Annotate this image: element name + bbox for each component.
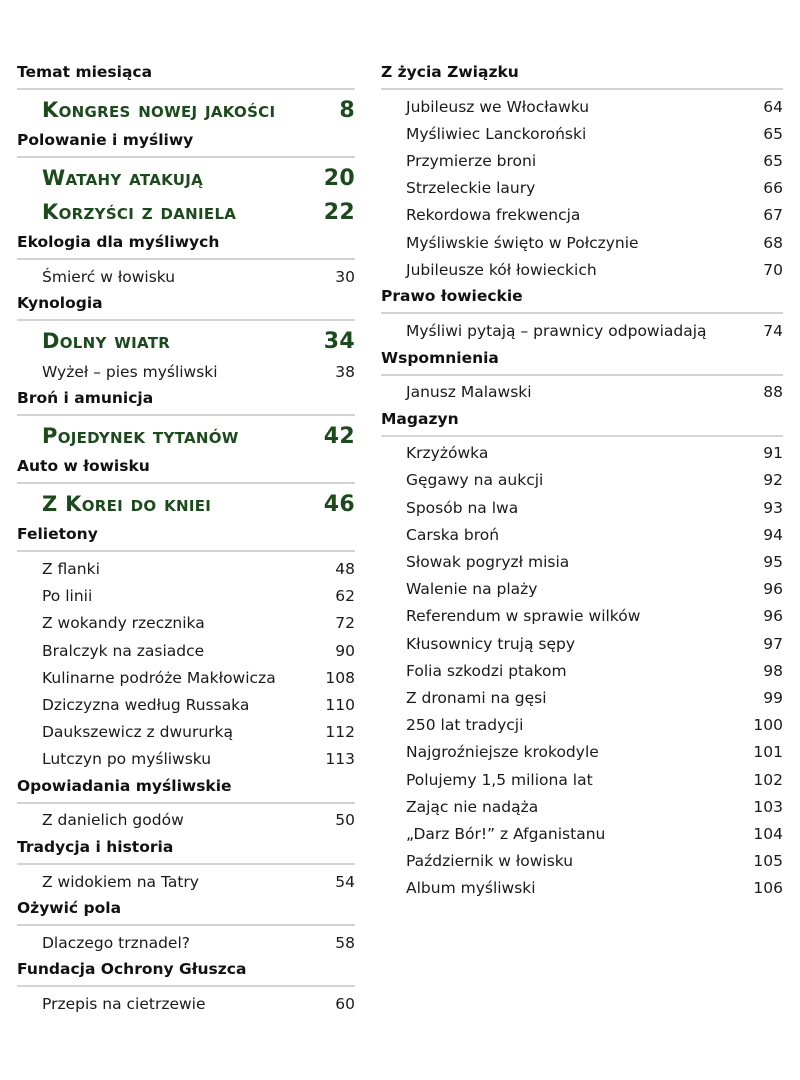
article-title: Folia szkodzi ptakom xyxy=(406,661,567,680)
toc-entry[interactable] xyxy=(381,317,783,344)
page-number: 72 xyxy=(335,614,355,633)
section-title: Z życia Związku xyxy=(381,63,519,81)
section-divider xyxy=(381,88,783,90)
page-number: 95 xyxy=(763,553,783,572)
toc-entry[interactable] xyxy=(381,93,783,120)
article-title: Dziczyzna według Russaka xyxy=(42,695,250,714)
article-title: Watahy atakują xyxy=(42,166,204,190)
section-title: Fundacja Ochrony Głuszca xyxy=(17,960,247,979)
article-title: Carska broń xyxy=(406,525,500,544)
article-title: Z wokandy rzecznika xyxy=(42,614,205,633)
article-title: Gęgawy na aukcji xyxy=(406,471,544,490)
page-number: 104 xyxy=(753,824,783,843)
page-number: 103 xyxy=(753,797,783,816)
page-number: 70 xyxy=(763,260,783,279)
article-title: Bralczyk na zasiadce xyxy=(42,641,205,660)
section-divider xyxy=(17,985,355,987)
toc-entry[interactable] xyxy=(17,929,355,956)
article-title: Słowak pogryzł misia xyxy=(406,553,570,572)
page-number: 20 xyxy=(323,165,355,191)
page-number: 62 xyxy=(335,587,355,606)
article-title: Walenie na plaży xyxy=(406,580,538,599)
article-title: Lutczyn po myśliwsku xyxy=(42,750,212,769)
toc-entry[interactable] xyxy=(17,664,355,691)
page-number: 88 xyxy=(763,383,783,402)
featured-article[interactable] xyxy=(17,93,355,127)
article-title: Janusz Malawski xyxy=(406,383,532,402)
article-title: Kulinarne podróże Makłowicza xyxy=(42,668,276,687)
article-title: Referendum w sprawie wilków xyxy=(406,607,641,626)
article-title: Dlaczego trznadel? xyxy=(42,933,190,952)
page-number: 96 xyxy=(763,607,783,626)
toc-entry[interactable] xyxy=(381,820,783,847)
toc-entry[interactable] xyxy=(381,766,783,793)
section-divider xyxy=(381,312,783,314)
toc-entry[interactable] xyxy=(381,712,783,739)
section-divider xyxy=(17,482,355,484)
section-title: Opowiadania myśliwskie xyxy=(17,776,232,795)
page-number: 100 xyxy=(753,716,783,735)
section-title: Polowanie i myśliwy xyxy=(17,131,194,149)
toc-entry[interactable] xyxy=(381,657,783,684)
page-number: 54 xyxy=(335,872,355,891)
page-number: 58 xyxy=(335,933,355,952)
toc-entry[interactable] xyxy=(381,494,783,521)
section-title: Broń i amunicja xyxy=(17,389,154,408)
article-title: Z flanki xyxy=(42,559,100,578)
article-title: Korzyści z daniela xyxy=(42,200,237,224)
page-number: 113 xyxy=(325,750,355,769)
page-number: 90 xyxy=(335,641,355,660)
page-number: 46 xyxy=(323,491,355,517)
article-title: Z widokiem na Tatry xyxy=(42,872,199,891)
section-divider xyxy=(17,258,355,260)
article-title: Przepis na cietrzewie xyxy=(42,995,206,1014)
article-title: 250 lat tradycji xyxy=(406,716,524,735)
page-number: 38 xyxy=(335,362,355,381)
page-number: 42 xyxy=(323,423,355,449)
page-number: 65 xyxy=(763,151,783,170)
article-title: Najgroźniejsze krokodyle xyxy=(406,743,599,762)
page-number: 99 xyxy=(763,688,783,707)
page-number: 64 xyxy=(763,97,783,116)
section-title: Ekologia dla myśliwych xyxy=(17,233,220,251)
featured-article[interactable] xyxy=(17,324,355,358)
toc-entry[interactable] xyxy=(17,746,355,773)
toc-entry[interactable] xyxy=(381,576,783,603)
article-title: Rekordowa frekwencja xyxy=(406,206,581,225)
page-number: 94 xyxy=(763,525,783,544)
section-title: Auto w łowisku xyxy=(17,457,150,476)
section-divider xyxy=(17,319,355,321)
article-title: Z Korei do kniei xyxy=(42,492,212,517)
toc-entry[interactable] xyxy=(17,637,355,664)
page-number: 22 xyxy=(323,199,355,225)
page-number: 102 xyxy=(753,770,783,789)
toc-entry[interactable] xyxy=(381,256,783,283)
toc-entry[interactable] xyxy=(17,358,355,385)
toc-column-right xyxy=(381,59,783,902)
section-divider xyxy=(17,550,355,552)
page-number: 60 xyxy=(335,995,355,1014)
page-number: 66 xyxy=(763,179,783,198)
article-title: Myśliwiec Lanckoroński xyxy=(406,124,587,143)
toc-entry[interactable] xyxy=(381,147,783,174)
article-title: Sposób na lwa xyxy=(406,498,519,517)
article-title: „Darz Bór!” z Afganistanu xyxy=(406,824,606,843)
toc-entry[interactable] xyxy=(381,467,783,494)
toc-entry[interactable] xyxy=(17,691,355,718)
article-title: Dolny wiatr xyxy=(42,329,171,354)
section-divider xyxy=(17,156,355,158)
article-title: Po linii xyxy=(42,587,93,606)
page-number: 68 xyxy=(763,233,783,252)
page-number: 98 xyxy=(763,661,783,680)
page-number: 67 xyxy=(763,206,783,225)
article-title: Jubileusz we Włocławku xyxy=(406,97,590,116)
article-title: Myśliwi pytają – prawnicy odpowiadają xyxy=(406,321,707,340)
toc-entry[interactable] xyxy=(381,875,783,902)
page-number: 48 xyxy=(335,559,355,578)
page-number: 108 xyxy=(325,668,355,687)
toc-entry[interactable] xyxy=(381,379,783,406)
page-number: 50 xyxy=(335,811,355,830)
toc-entry[interactable] xyxy=(381,120,783,147)
page-number: 74 xyxy=(763,321,783,340)
article-title: Album myśliwski xyxy=(406,879,536,898)
toc-entry[interactable] xyxy=(381,793,783,820)
section-title: Kynologia xyxy=(17,294,103,313)
page-number: 110 xyxy=(325,695,355,714)
page-number: 92 xyxy=(763,471,783,490)
article-title: Krzyżówka xyxy=(406,444,489,463)
toc-entry[interactable] xyxy=(381,630,783,657)
toc-entry[interactable] xyxy=(381,684,783,711)
page-number: 34 xyxy=(323,328,355,354)
section-title: Temat miesiąca xyxy=(17,63,153,81)
toc-entry[interactable] xyxy=(381,848,783,875)
article-title: Śmierć w łowisku xyxy=(42,267,176,286)
article-title: Pojedynek tytanów xyxy=(42,424,239,449)
page-number: 97 xyxy=(763,634,783,653)
page-number: 105 xyxy=(753,852,783,871)
toc-entry[interactable] xyxy=(17,719,355,746)
section-title: Magazyn xyxy=(381,409,459,428)
toc-entry[interactable] xyxy=(381,202,783,229)
article-title: Kłusownicy trują sępy xyxy=(406,634,576,653)
page-number: 65 xyxy=(763,124,783,143)
page-number: 106 xyxy=(753,879,783,898)
article-title: Przymierze broni xyxy=(406,151,537,170)
section-divider xyxy=(17,414,355,416)
article-title: Polujemy 1,5 miliona lat xyxy=(406,770,593,789)
article-title: Jubileusze kół łowieckich xyxy=(406,260,597,279)
section-divider xyxy=(17,88,355,90)
toc-entry[interactable] xyxy=(17,583,355,610)
article-title: Z dronami na gęsi xyxy=(406,688,547,707)
toc-entry[interactable] xyxy=(381,440,783,467)
featured-article[interactable] xyxy=(17,487,355,521)
featured-article[interactable] xyxy=(17,419,355,453)
article-title: Myśliwskie święto w Połczynie xyxy=(406,233,639,252)
article-title: Strzeleckie laury xyxy=(406,179,536,198)
section-title: Prawo łowieckie xyxy=(381,287,523,306)
page-number: 93 xyxy=(763,498,783,517)
page-number: 8 xyxy=(339,97,355,123)
toc-entry[interactable] xyxy=(17,263,355,290)
page-number: 112 xyxy=(325,723,355,742)
toc-entry[interactable] xyxy=(17,807,355,834)
toc-entry[interactable] xyxy=(17,990,355,1017)
featured-article[interactable] xyxy=(17,161,355,195)
toc-entry[interactable] xyxy=(381,175,783,202)
toc-entry[interactable] xyxy=(381,739,783,766)
toc-entry[interactable] xyxy=(381,603,783,630)
toc-entry[interactable] xyxy=(381,548,783,575)
toc-entry[interactable] xyxy=(17,610,355,637)
article-title: Z danielich godów xyxy=(42,811,184,830)
toc-entry[interactable] xyxy=(17,868,355,895)
page-number: 101 xyxy=(753,743,783,762)
section-divider xyxy=(17,863,355,865)
article-title: Daukszewicz z dwururką xyxy=(42,723,233,742)
page-number: 30 xyxy=(335,267,355,286)
section-title: Tradycja i historia xyxy=(17,838,174,857)
featured-article[interactable] xyxy=(17,195,355,229)
toc-entry[interactable] xyxy=(381,229,783,256)
page-number: 91 xyxy=(763,444,783,463)
toc-entry[interactable] xyxy=(17,555,355,582)
page-number: 96 xyxy=(763,580,783,599)
section-divider xyxy=(17,924,355,926)
section-divider xyxy=(17,802,355,804)
toc-column-left xyxy=(17,59,355,1018)
article-title: Zając nie nadąża xyxy=(406,797,539,816)
section-divider xyxy=(381,374,783,376)
article-title: Październik w łowisku xyxy=(406,852,574,871)
article-title: Wyżeł – pies myśliwski xyxy=(42,362,218,381)
section-divider xyxy=(381,435,783,437)
section-title: Wspomnienia xyxy=(381,348,499,367)
section-title: Ożywić pola xyxy=(17,899,122,918)
toc-entry[interactable] xyxy=(381,521,783,548)
article-title: Kongres nowej jakości xyxy=(42,98,276,122)
section-title: Felietony xyxy=(17,525,98,544)
